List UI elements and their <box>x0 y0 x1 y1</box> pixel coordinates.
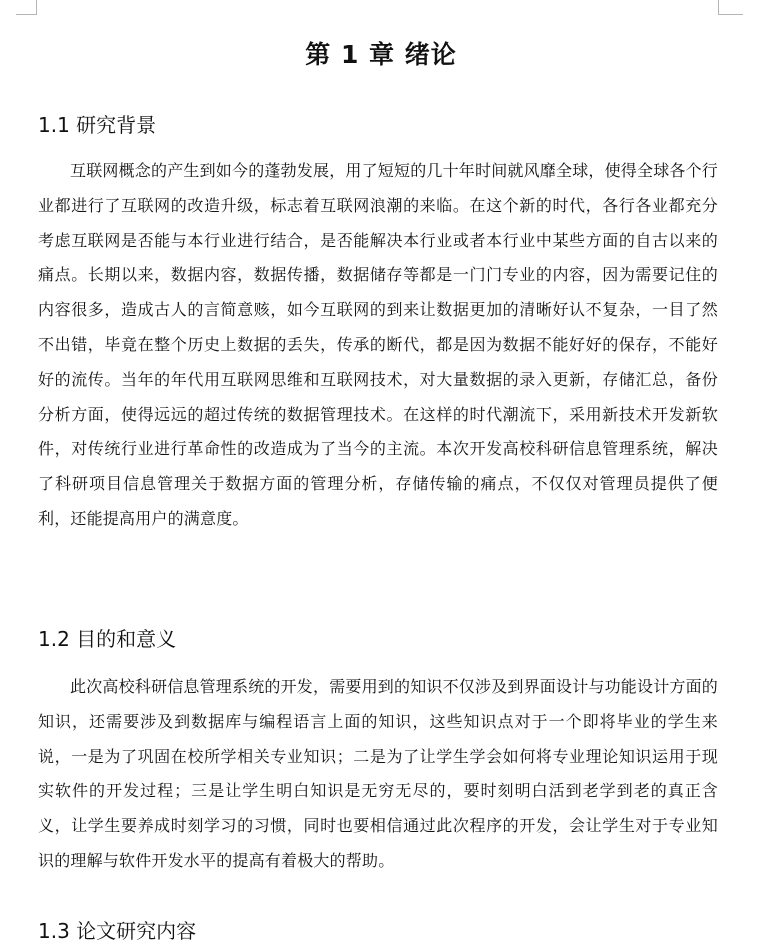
page-corner-mark-top-right <box>718 0 743 15</box>
section-title-research-content: 1.3 论文研究内容 <box>38 918 197 943</box>
page-corner-mark-top-left <box>16 0 37 15</box>
section-title-background: 1.1 研究背景 <box>38 112 157 137</box>
paragraph-background: 互联网概念的产生到如今的蓬勃发展，用了短短的几十年时间就风靡全球，使得全球各个行业都进行了互联网的改造升级，标志着互联网浪潮的来临。在这个新的时代，各行各业都充分考虑互联网是否能与本行业进行结合，是否能解决本行业或者本行业中某些方面的自古以来的痛点。长期以来，数据内容，数据传播，数据储存等都是一门门专业的内容，因为需要记住的内容很多，造成古人的言简意赅，如今互联网的到来让数据更加的清晰好认不复杂，一目了然不出错，毕竟在整个历史上数据的丢失，传承的断代，都是因为数据不能好好的保存，不能好好的流传。当年的年代用互联网思维和互联网技术，对大量数据的录入更新，存储汇总，备份分析方面，使得远远的超过传统的数据管理技术。在这样的时代潮流下，采用新技术开发新软件，对传统行业进行革命性的改造成为了当今的主流。本次开发高校科研信息管理系统，解决了科研项目信息管理关于数据方面的管理分析，存储传输的痛点，不仅仅对管理员提供了便利，还能提高用户的满意度。 <box>38 161 719 528</box>
section-title-purpose: 1.2 目的和意义 <box>38 626 177 651</box>
chapter-title: 第 1 章 绪论 <box>305 39 457 69</box>
paragraph-purpose: 此次高校科研信息管理系统的开发，需要用到的知识不仅涉及到界面设计与功能设计方面的知识，还需要涉及到数据库与编程语言上面的知识，这些知识点对于一个即将毕业的学生来说，一是为了巩固在校所学相关专业知识；二是为了让学生学会如何将专业理论知识运用于现实软件的开发过程；三是让学生明白知识是无穷无尽的，要时刻明白活到老学到老的真正含义，让学生要养成时刻学习的习惯，同时也要相信通过此次程序的开发，会让学生对于专业知识的理解与软件开发水平的提高有着极大的帮助。 <box>38 677 719 870</box>
